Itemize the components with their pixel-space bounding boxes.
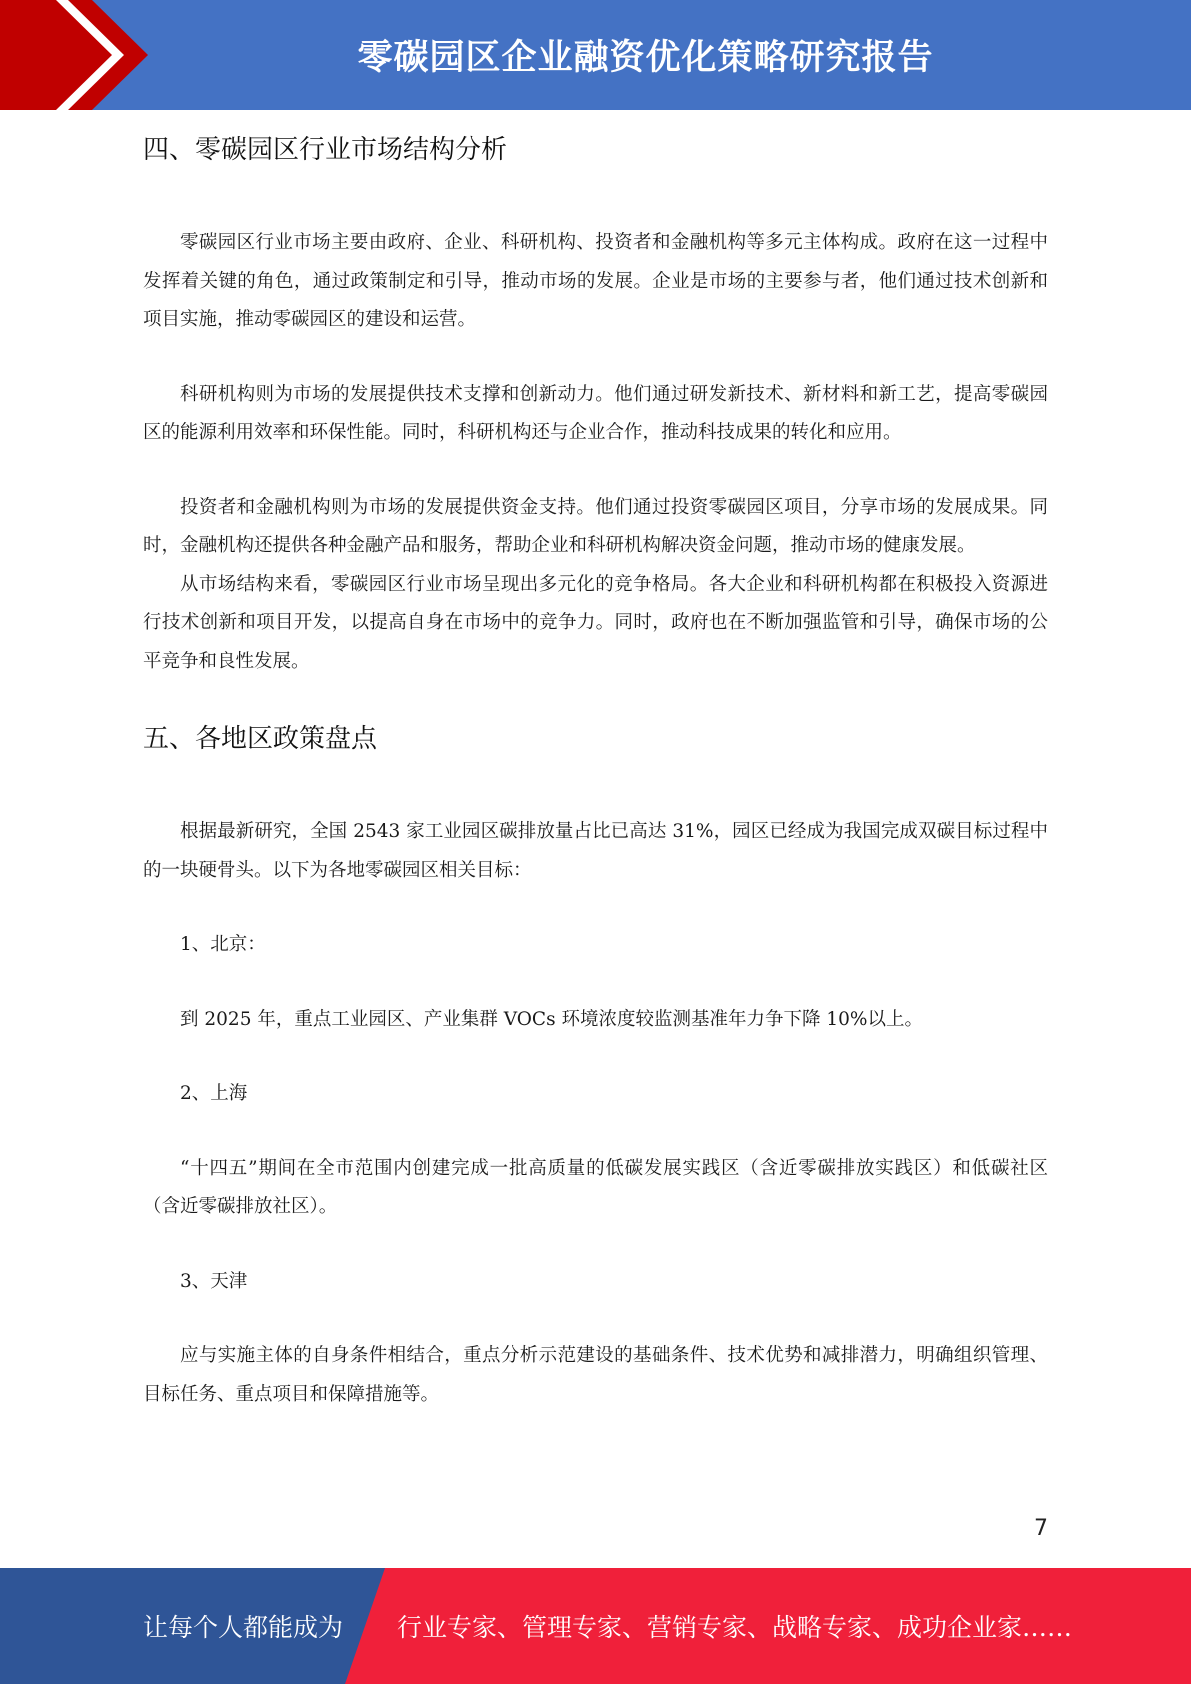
- paragraph: 到 2025 年，重点工业园区、产业集群 VOCs 环境浓度较监测基准年力争下降 10%以上。: [180, 1008, 923, 1030]
- header-banner: [0, 0, 1191, 110]
- paragraph: 从市场结构来看，零碳园区行业市场呈现出多元化的竞争格局。各大企业和科研机构都在积极投入资源进行技术创新和项目开发，以提高自身在市场中的竞争力。同时，政府也在不断加强监管和引导，确保市场的公平竞争和良性发展。: [143, 573, 1048, 672]
- section-title-regional-policy: 五、各地区政策盘点: [143, 724, 378, 754]
- footer-slogan-left: 让每个人都能成为: [143, 1613, 344, 1642]
- page-content: [143, 110, 1048, 1414]
- paragraph: 投资者和金融机构则为市场的发展提供资金支持。他们通过投资零碳园区项目，分享市场的发展成果。同时，金融机构还提供各种金融产品和服务，帮助企业和科研机构解决资金问题，推动市场的健康发展。: [143, 496, 1048, 556]
- paragraph: 根据最新研究，全国 2543 家工业园区碳排放量占比已高达 31%，园区已经成为我国完成双碳目标过程中的一块硬骨头。以下为各地零碳园区相关目标：: [143, 821, 1048, 881]
- footer-banner: [0, 1568, 1191, 1684]
- list-heading-tianjin: 3、天津: [180, 1270, 248, 1292]
- list-heading-shanghai: 2、上海: [180, 1083, 248, 1104]
- page-number: 7: [1034, 1516, 1048, 1541]
- paragraph: 应与实施主体的自身条件相结合，重点分析示范建设的基础条件、技术优势和减排潜力，明确组织管理、目标任务、重点项目和保障措施等。: [143, 1345, 1048, 1405]
- section-title-market-structure: 四、零碳园区行业市场结构分析: [143, 135, 508, 165]
- list-heading-beijing: 1、北京：: [180, 934, 266, 955]
- paragraph: 科研机构则为市场的发展提供技术支撑和创新动力。他们通过研发新技术、新材料和新工艺，提高零碳园区的能源利用效率和环保性能。同时，科研机构还与企业合作，推动科技成果的转化和应用。: [143, 383, 1048, 443]
- paragraph: “十四五”期间在全市范围内创建完成一批高质量的低碳发展实践区（含近零碳排放实践区）和低碳社区（含近零碳排放社区）。: [143, 1157, 1048, 1217]
- report-title: 零碳园区企业融资优化策略研究报告: [357, 38, 934, 78]
- footer-slogan-right: 行业专家、管理专家、营销专家、战略专家、成功企业家……: [397, 1613, 1073, 1642]
- paragraph: 零碳园区行业市场主要由政府、企业、科研机构、投资者和金融机构等多元主体构成。政府在这一过程中发挥着关键的角色，通过政策制定和引导，推动市场的发展。企业是市场的主要参与者，他们通过技术创新和项目实施，推动零碳园区的建设和运营。: [143, 232, 1048, 330]
